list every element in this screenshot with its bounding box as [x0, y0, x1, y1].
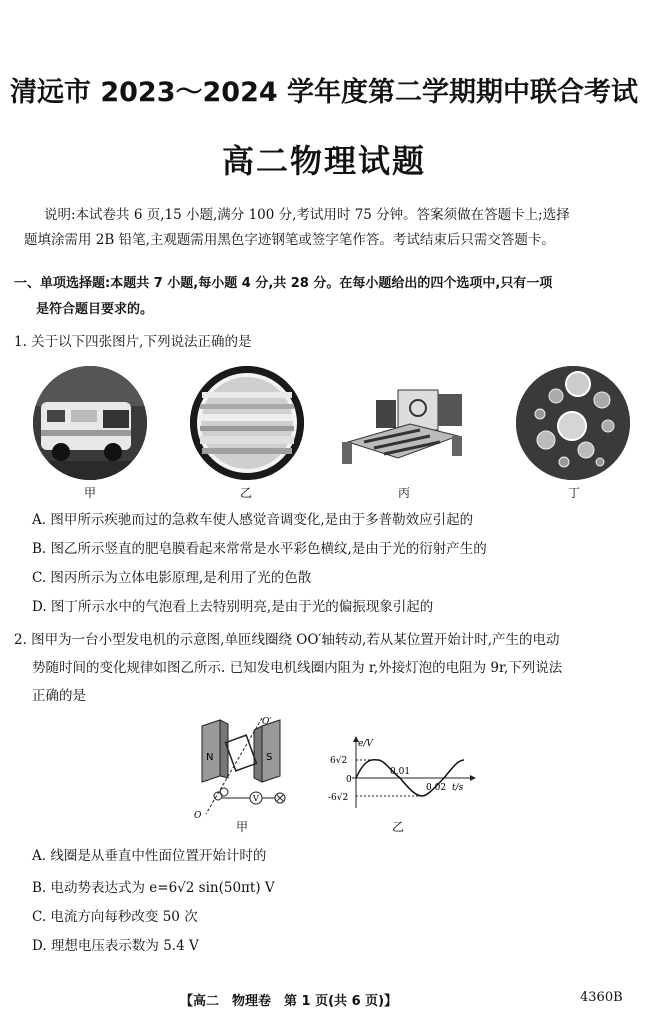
exam-code: 4360B: [580, 990, 623, 1005]
t1-label: 0.01: [390, 767, 411, 777]
ambulance-photo: [33, 366, 147, 480]
voltmeter-label: V: [253, 794, 259, 803]
bubbles-photo: [516, 366, 630, 480]
x-axis-label: t/s: [452, 783, 464, 793]
q2-caption-jia: 甲: [235, 820, 248, 834]
axis-top-label: O′: [262, 717, 272, 727]
exam-title: 清远市 2023～2024 学年度第二学期期中联合考试: [9, 77, 639, 108]
q1-option-c: C. 图丙所示为立体电影原理,是利用了光的色散: [32, 570, 312, 586]
q2-option-b: B. 电动势表达式为 e=6√2 sin(50πt) V: [32, 880, 275, 896]
figure-caption-ding: 丁: [567, 486, 580, 500]
subject-title: 高二物理试题: [221, 142, 426, 180]
soap-film-photo: [190, 366, 304, 480]
figure-caption-yi: 乙: [239, 486, 252, 500]
south-pole-label: S: [266, 752, 273, 763]
y-axis-label: e/V: [358, 739, 373, 749]
q2-option-a: A. 线圈是从垂直中性面位置开始计时的: [32, 848, 267, 864]
q2-option-d: D. 理想电压表示数为 5.4 V: [32, 938, 199, 954]
y-min-label: -6√2: [328, 793, 349, 803]
q1-option-a: A. 图甲所示疾驰而过的急救车使人感觉音调变化,是由于多普勒效应引起的: [32, 512, 474, 528]
question-1-stem: 1. 关于以下四张图片,下列说法正确的是: [14, 334, 252, 350]
emf-graph: [328, 734, 478, 810]
instructions-line-1: 说明:本试卷共 6 页,15 小题,满分 100 分,考试用时 75 分钟。答案须做在答题卡上;选择: [44, 207, 570, 223]
north-pole-label: N: [206, 752, 214, 763]
y-max-label: 6√2: [330, 756, 348, 766]
instructions-line-2: 题填涂需用 2B 铅笔,主观题需用黑色字迹钢笔或签字笔作答。考试结束后只需交答题卡。: [24, 232, 555, 248]
t2-label: 0.02: [426, 783, 447, 793]
section-heading-line-2: 是符合题目要求的。: [36, 302, 154, 317]
figure-caption-jia: 甲: [83, 486, 96, 500]
question-2-stem-line-3: 正确的是: [32, 688, 86, 704]
question-2-stem-line-1: 2. 图甲为一台小型发电机的示意图,单匝线圈绕 OO′轴转动,若从某位置开始计时,产生的电动: [14, 632, 560, 648]
q1-option-d: D. 图丁所示水中的气泡看上去特别明亮,是由于光的偏振现象引起的: [32, 599, 434, 615]
origin-label: 0: [346, 775, 352, 785]
stereo-cinema-diagram: [340, 380, 470, 470]
axis-bottom-label: O: [194, 811, 202, 820]
question-2-stem-line-2: 势随时间的变化规律如图乙所示. 已知发电机线圈内阻为 r,外接灯泡的电阻为 9r,下列说法: [32, 660, 563, 676]
figure-caption-bing: 丙: [397, 486, 410, 500]
q2-caption-yi: 乙: [391, 820, 404, 834]
page-footer: 【高二 物理卷 第 1 页(共 6 页)】: [180, 994, 398, 1009]
generator-diagram: [192, 716, 292, 820]
q2-option-c: C. 电流方向每秒改变 50 次: [32, 909, 198, 925]
q1-option-b: B. 图乙所示竖直的肥皂膜看起来常常是水平彩色横纹,是由于光的衍射产生的: [32, 541, 487, 557]
section-heading-line-1: 一、单项选择题:本题共 7 小题,每小题 4 分,共 28 分。在每小题给出的四个选项中,只有一项: [14, 276, 553, 291]
